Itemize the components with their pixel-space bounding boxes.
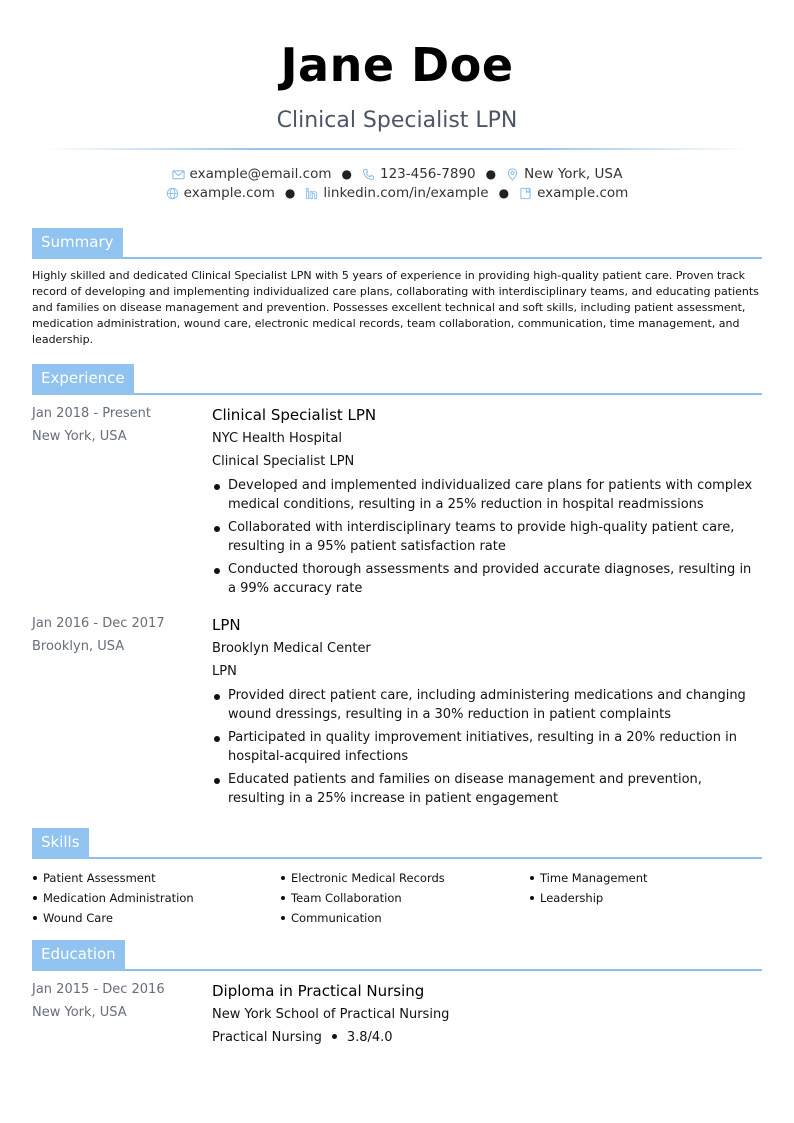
education-field-line: [212, 1029, 762, 1052]
section-header-summary: [32, 228, 762, 259]
job-location: New York, USA: [32, 429, 127, 444]
section-header-skills: [32, 828, 762, 859]
skill-item: Electronic Medical Records: [280, 868, 529, 888]
phone-text: 123-456-7890: [379, 166, 476, 182]
website-text: example.com: [183, 185, 275, 201]
education-entry: [212, 981, 762, 1052]
separator-dot: ●: [485, 167, 497, 181]
location-text: New York, USA: [524, 166, 623, 182]
skills-grid: [32, 868, 762, 928]
job-bullets: [212, 476, 762, 598]
skill-item: Time Management: [529, 868, 762, 888]
skill-item: Communication: [280, 908, 529, 928]
job-meta: [32, 615, 202, 661]
section-header-experience: [32, 364, 762, 395]
candidate-role: Clinical Specialist LPN: [276, 108, 518, 133]
section-title-skills: Skills: [32, 828, 89, 859]
job-bullet: Collaborated with interdisciplinary teams to provide high-quality patient care, resulting in a 95% patient satisfaction rate: [212, 518, 762, 556]
contact-row-primary: [0, 166, 794, 182]
skill-item: Medication Administration: [32, 888, 280, 908]
contact-website[interactable]: [166, 185, 275, 201]
summary-text: Highly skilled and dedicated Clinical Specialist LPN with 5 years of experience in providing high-quality patient care. Proven track record of developing and implementing individualized care plans, collaborating with interdisciplinary teams, and educating patients and families on disease management and prevention. Possesses excellent technical and soft skills, including patient assessment, medication administration, wound care, electronic medical records, team collaboration, communication, time management, and leadership.: [32, 269, 759, 346]
job-title: Clinical Specialist LPN: [212, 406, 377, 424]
contact-row-secondary: [0, 185, 794, 201]
job-bullet: Participated in quality improvement initiatives, resulting in a 20% reduction in hospital-acquired infections: [212, 728, 762, 766]
job-title: LPN: [212, 616, 241, 634]
location-pin-icon: [506, 168, 519, 181]
portfolio-text: example.com: [537, 185, 629, 201]
education-location: New York, USA: [32, 1005, 127, 1020]
job-entry: [212, 615, 762, 812]
skill-item: Patient Assessment: [32, 868, 280, 888]
job-bullets: [212, 686, 762, 808]
skill-item: Leadership: [529, 888, 762, 908]
phone-icon: [362, 168, 375, 181]
job-position: LPN: [212, 664, 237, 679]
education-school: New York School of Practical Nursing: [212, 1007, 450, 1022]
education-dates: Jan 2015 - Dec 2016: [32, 982, 165, 997]
separator-dot: ●: [284, 186, 296, 200]
globe-icon: [166, 187, 179, 200]
job-meta: [32, 405, 202, 451]
linkedin-icon: [305, 187, 318, 200]
job-position: Clinical Specialist LPN: [212, 454, 355, 469]
job-location: Brooklyn, USA: [32, 639, 125, 654]
skill-item: Team Collaboration: [280, 888, 529, 908]
separator-dot: [332, 1034, 337, 1039]
skill-item: Wound Care: [32, 908, 280, 928]
job-company: Brooklyn Medical Center: [212, 641, 371, 656]
separator-dot: ●: [341, 167, 352, 181]
candidate-name: Jane Doe: [280, 38, 514, 92]
email-text: example@email.com: [189, 166, 332, 182]
linkedin-text: linkedin.com/in/example: [323, 185, 489, 201]
header-divider: [45, 148, 749, 150]
job-dates: Jan 2018 - Present: [32, 406, 151, 421]
contact-phone[interactable]: [362, 166, 476, 182]
job-bullet: Educated patients and families on disease management and prevention, resulting in a 25% increase in patient engagement: [212, 770, 762, 808]
section-title-education: Education: [32, 940, 125, 971]
portfolio-icon: [519, 187, 532, 200]
contact-portfolio[interactable]: [519, 185, 628, 201]
envelope-icon: [172, 168, 185, 181]
job-entry: [212, 405, 762, 602]
education-degree: Diploma in Practical Nursing: [212, 982, 425, 1000]
section-title-summary: Summary: [32, 228, 123, 259]
contact-location: [506, 166, 622, 182]
education-field: Practical Nursing: [212, 1030, 322, 1045]
job-dates: Jan 2016 - Dec 2017: [32, 616, 165, 631]
separator-dot: ●: [498, 186, 510, 200]
section-title-experience: Experience: [32, 364, 134, 395]
contact-linkedin[interactable]: [305, 185, 488, 201]
contact-email[interactable]: [172, 166, 332, 182]
job-company: NYC Health Hospital: [212, 431, 343, 446]
job-bullet: Developed and implemented individualized care plans for patients with complex medical conditions, resulting in a 25% reduction in hospital readmissions: [212, 476, 762, 514]
education-gpa: 3.8/4.0: [346, 1030, 393, 1045]
job-bullet: Provided direct patient care, including administering medications and changing wound dressings, resulting in a 30% reduction in patient complaints: [212, 686, 762, 724]
job-bullet: Conducted thorough assessments and provided accurate diagnoses, resulting in a 99% accuracy rate: [212, 560, 762, 598]
section-header-education: [32, 940, 762, 971]
education-meta: [32, 981, 202, 1027]
